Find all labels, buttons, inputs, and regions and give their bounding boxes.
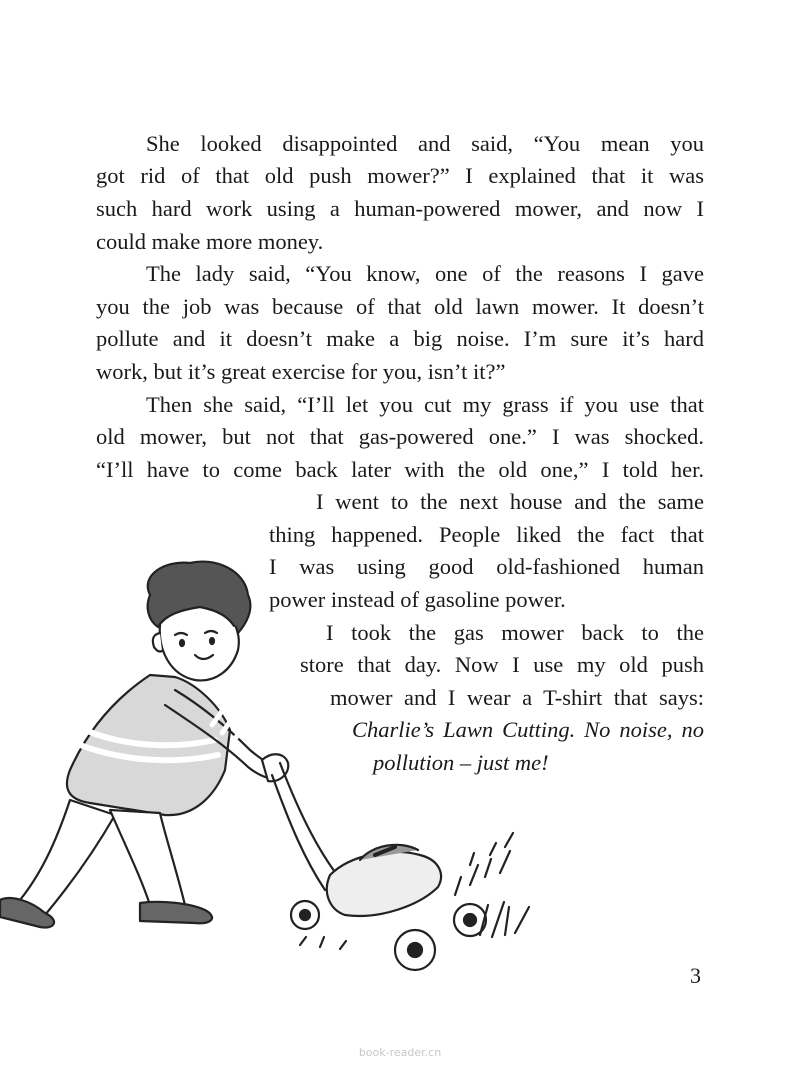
paragraph-2-line-4: work, but it’s great exercise for you, isn’t it?” <box>96 359 506 384</box>
paragraph-3-line-2: old mower, but not that gas-powered one.” I was shocked. <box>96 424 704 449</box>
paragraph-4-line-2: thing happened. People liked the fact that <box>269 522 704 547</box>
paragraph-1-line-1: She looked disappointed and said, “You mean you <box>146 131 704 156</box>
watermark: book-reader.cn <box>358 1046 442 1059</box>
paragraph-4-line-3: I was using good old-fashioned human <box>269 554 704 579</box>
paragraph-2-line-3: pollute and it doesn’t make a big noise. I’m sure it’s hard <box>96 326 704 351</box>
paragraph-5-line-1: I took the gas mower back to the <box>326 620 704 645</box>
paragraph-3-line-3: “I’ll have to come back later with the old one,” I told her. <box>96 457 704 482</box>
page-number: 3 <box>690 963 701 988</box>
paragraph-1-line-2: got rid of that old push mower?” I explained that it was <box>96 163 704 188</box>
paragraph-5-line-3: mower and I wear a T-shirt that says: <box>330 685 704 710</box>
paragraph-4-line-1: I went to the next house and the same <box>316 489 704 514</box>
paragraph-1-line-3: such hard work using a human-powered mower, and now I <box>96 196 704 221</box>
paragraph-1-line-4: could make more money. <box>96 229 324 254</box>
paragraph-5-line-2: store that day. Now I use my old push <box>300 652 704 677</box>
slogan-line-1: Charlie’s Lawn Cutting. No noise, no <box>352 717 704 742</box>
paragraph-4-line-4: power instead of gasoline power. <box>269 587 566 612</box>
paragraph-2-line-2: you the job was because of that old lawn mower. It doesn’t <box>96 294 704 319</box>
paragraph-2-line-1: The lady said, “You know, one of the reasons I gave <box>146 261 704 286</box>
boy-pushing-lawn-mower-icon <box>0 555 560 975</box>
slogan-line-2: pollution – just me! <box>373 750 549 775</box>
paragraph-3-line-1: Then she said, “I’ll let you cut my grass if you use that <box>146 392 704 417</box>
